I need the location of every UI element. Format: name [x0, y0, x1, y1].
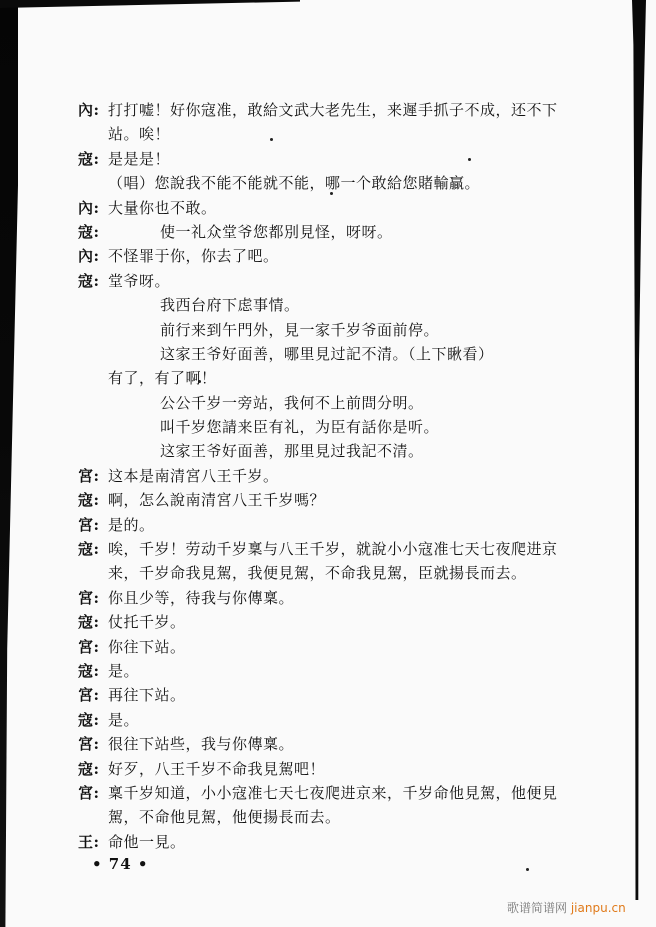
script-line	[78, 781, 608, 805]
watermark	[507, 899, 626, 916]
speaker-label: 內:	[78, 101, 100, 119]
script-line	[78, 757, 608, 781]
speaker-label: 宮:	[78, 588, 100, 607]
script-line	[78, 537, 608, 561]
dialogue-text: 是的。	[108, 515, 155, 534]
speaker-label: 內:	[78, 247, 100, 266]
dialogue-text: （唱）您說我不能不能就不能，哪一个敢給您賭輸贏。	[108, 174, 481, 193]
script-line	[78, 98, 608, 122]
dialogue-text: 你往下站。	[108, 637, 186, 656]
dialogue-text: 是是是！	[108, 149, 171, 168]
speaker-label	[78, 293, 108, 317]
speaker-label	[78, 171, 108, 195]
speaker-label	[78, 561, 108, 585]
script-line	[78, 683, 608, 707]
dialogue-text: 是。	[108, 661, 140, 680]
script-line	[78, 122, 608, 146]
dialogue-text: 我西台府下虑事情。	[160, 296, 300, 315]
script-line	[78, 513, 608, 537]
dialogue-text: 这家王爷好面善，哪里見过記不清。（上下瞅看）	[160, 344, 494, 363]
script-body	[78, 98, 608, 854]
script-line	[78, 415, 608, 439]
speaker-label: 寇:	[78, 222, 100, 241]
scan-border-top	[0, 0, 300, 8]
script-line	[78, 196, 608, 220]
script-line	[78, 171, 608, 195]
speaker-label	[78, 318, 108, 342]
script-line	[78, 439, 608, 463]
dialogue-text: 啊，怎么說南清宮八王千岁嗎？	[108, 491, 326, 510]
script-line	[78, 220, 608, 244]
script-line	[78, 488, 608, 512]
dialogue-text: 站。唉！	[108, 125, 171, 144]
speaker-label	[78, 805, 108, 829]
dialogue-text: 公公千岁一旁站，我何不上前問分明。	[160, 393, 424, 412]
dialogue-text: 来，千岁命我見駕，我便見駕，不命我見駕，臣就揚長而去。	[108, 564, 527, 583]
dialogue-text: 是。	[108, 710, 140, 729]
dialogue-text: 唉，千岁！劳动千岁稟与八王千岁，就說小小寇准七天七夜爬进京	[108, 540, 558, 559]
script-line	[78, 708, 608, 732]
dialogue-text: 堂爷呀。	[108, 271, 171, 290]
script-line	[78, 561, 608, 585]
speaker-label	[78, 366, 108, 390]
dialogue-text: 叫千岁您請来臣有礼，为臣有話你是听。	[160, 418, 440, 437]
speaker-label: 宮:	[78, 515, 100, 534]
speaker-label	[78, 122, 108, 146]
watermark-en: jianpu.cn	[570, 901, 626, 915]
speaker-label: 宮:	[78, 686, 100, 705]
script-line	[78, 293, 608, 317]
scan-border-right	[632, 0, 646, 900]
script-line	[78, 830, 608, 854]
speaker-label: 寇:	[78, 149, 100, 168]
speaker-label	[78, 342, 108, 366]
dialogue-text: 前行来到午門外，見一家千岁爷面前停。	[160, 320, 440, 339]
dialogue-text: 很往下站些，我与你傳稟。	[108, 735, 295, 754]
script-line	[78, 318, 608, 342]
script-line	[78, 805, 608, 829]
dialogue-text: 好歹，八王千岁不命我見駕吧！	[108, 759, 326, 778]
dialogue-text: 駕，不命他見駕，他便揚長而去。	[108, 808, 341, 827]
page-number: • 74 •	[92, 855, 149, 873]
speaker-label: 寇:	[78, 710, 100, 729]
speaker-label: 內:	[78, 198, 100, 217]
speaker-label: 寇:	[78, 613, 100, 632]
script-line	[78, 244, 608, 268]
speaker-label	[78, 415, 108, 439]
dialogue-text: 仗托千岁。	[108, 613, 186, 632]
dialogue-text: 这本是南清宮八王千岁。	[108, 466, 279, 485]
script-line	[78, 586, 608, 610]
script-line	[78, 464, 608, 488]
speaker-label: 王:	[78, 832, 100, 851]
script-line	[78, 269, 608, 293]
script-line	[78, 391, 608, 415]
speaker-label: 宮:	[78, 466, 100, 485]
scan-border-left	[0, 0, 18, 927]
speaker-label	[78, 391, 108, 415]
scan-speck	[526, 868, 529, 871]
dialogue-text: 命他一見。	[108, 832, 186, 851]
script-line	[78, 635, 608, 659]
dialogue-text: 有了，有了啊！	[108, 369, 217, 388]
dialogue-text: 不怪罪于你，你去了吧。	[108, 247, 279, 266]
speaker-label: 宮:	[78, 735, 100, 754]
watermark-cn: 歌谱简谱网	[507, 901, 568, 915]
dialogue-text: 使一礼众堂爷您都別見怪，呀呀。	[160, 222, 393, 241]
speaker-label: 寇:	[78, 540, 100, 559]
script-line	[78, 366, 608, 390]
speaker-label: 寇:	[78, 271, 100, 290]
dialogue-text: 稟千岁知道，小小寇准七天七夜爬进京来，千岁命他見駕，他便見	[108, 783, 558, 802]
speaker-label: 寇:	[78, 759, 100, 778]
script-line	[78, 732, 608, 756]
speaker-label: 寇:	[78, 491, 100, 510]
script-line	[78, 342, 608, 366]
dialogue-text: 你且少等，待我与你傳稟。	[108, 588, 295, 607]
speaker-label: 宮:	[78, 783, 100, 802]
script-line	[78, 659, 608, 683]
script-line	[78, 610, 608, 634]
speaker-label: 寇:	[78, 661, 100, 680]
dialogue-text: 这家王爷好面善，那里見过我記不清。	[160, 442, 424, 461]
script-line	[78, 147, 608, 171]
dialogue-text: 大量你也不敢。	[108, 198, 217, 217]
dialogue-text: 打打嘘！好你寇准，敢給文武大老先生，来遲手抓子不成，还不下	[108, 101, 558, 119]
speaker-label	[78, 439, 108, 463]
dialogue-text: 再往下站。	[108, 686, 186, 705]
speaker-label: 宮:	[78, 637, 100, 656]
